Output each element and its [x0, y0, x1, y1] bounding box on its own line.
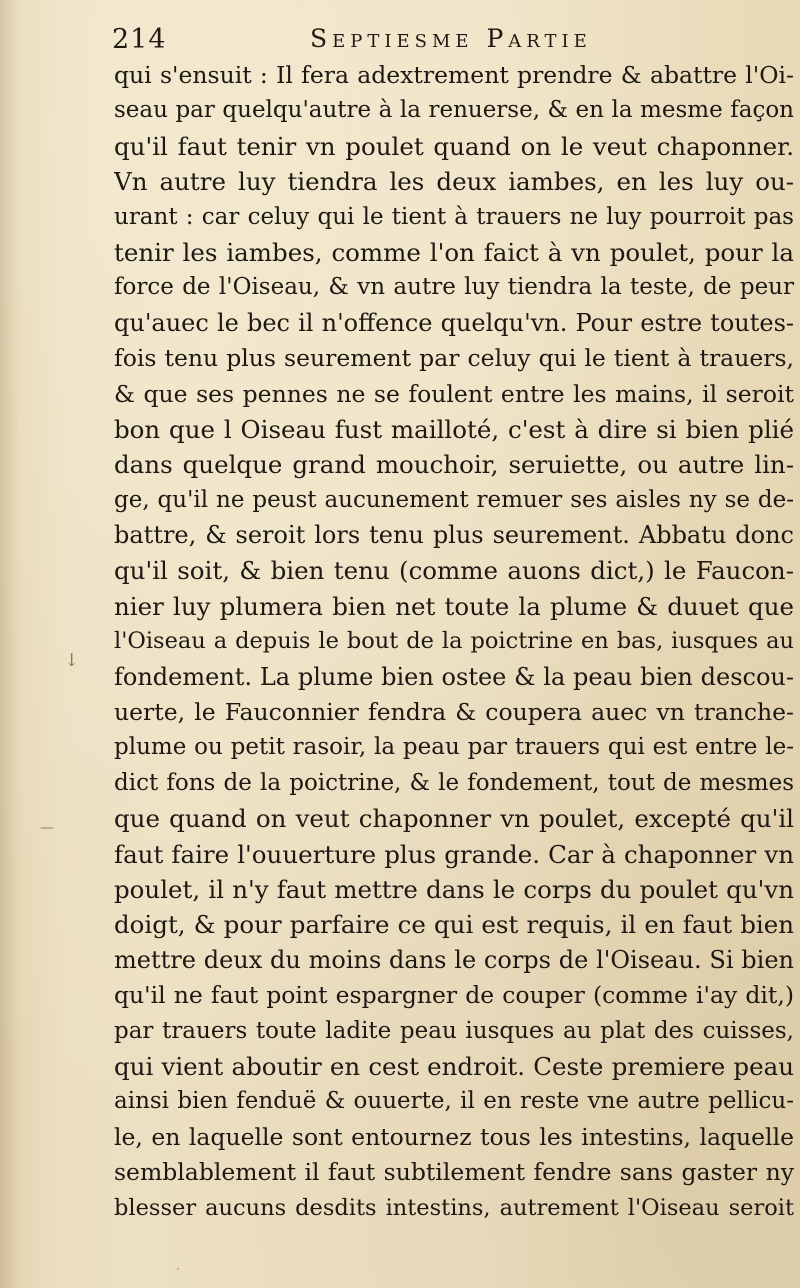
- text-line: plume ou petit rasoir, la peau par trauers qui est entre le-: [114, 734, 794, 761]
- text-line: qu'il soit, & bien tenu (comme auons dict,) le Faucon-: [114, 556, 794, 586]
- page-gutter-shadow: [0, 0, 20, 1288]
- text-line: fois tenu plus seurement par celuy qui le tient à trauers,: [114, 344, 794, 373]
- text-line: nier luy plumera bien net toute la plume & duuet que: [114, 591, 794, 621]
- page-number: 214: [112, 24, 167, 55]
- margin-check-mark: ↓: [64, 650, 80, 671]
- text-line: poulet, il n'y faut mettre dans le corps du poulet qu'vn: [114, 874, 794, 904]
- text-line: seau par quelqu'autre à la renuerse, & en la mesme façon: [114, 97, 794, 124]
- text-line: fondement. La plume bien ostee & la peau bien descou-: [114, 662, 794, 691]
- text-line: l'Oiseau a depuis le bout de la poictrine en bas, iusques au: [114, 628, 794, 655]
- text-line: que quand on veut chaponner vn poulet, excepté qu'il: [114, 804, 794, 834]
- text-line: qu'il faut tenir vn poulet quand on le veut chaponner.: [114, 131, 794, 161]
- text-line: doigt, & pour parfaire ce qui est requis, il en faut bien: [114, 910, 794, 940]
- text-line: battre, & seroit lors tenu plus seurement. Abbatu donc: [114, 521, 794, 550]
- text-line: faut faire l'ouuerture plus grande. Car à chaponner vn: [114, 839, 794, 869]
- text-line: ainsi bien fenduë & ouuerte, il en reste vne autre pellicu-: [114, 1088, 794, 1115]
- body-text: [114, 58, 794, 1226]
- running-head: Septiesme Partie: [310, 24, 592, 53]
- text-line: urant : car celuy qui le tient à trauers ne luy pourroit pas: [114, 203, 794, 230]
- text-line: & que ses pennes ne se foulent entre les mains, il seroit: [114, 379, 794, 408]
- bottom-ink-speck: ·: [176, 1262, 180, 1276]
- text-line: force de l'Oiseau, & vn autre luy tiendra la teste, de peur: [114, 274, 794, 301]
- text-line: semblablement il faut subtilement fendre sans gaster ny: [114, 1158, 794, 1187]
- text-line: dans quelque grand mouchoir, seruiette, ou autre lin-: [114, 450, 794, 480]
- text-line: bon que l Oiseau fust mailloté, c'est à dire si bien plié: [114, 414, 794, 444]
- text-line: qu'auec le bec il n'offence quelqu'vn. Pour estre toutes-: [114, 308, 794, 337]
- text-line: ge, qu'il ne peust aucunement remuer ses aisles ny se de-: [114, 486, 794, 513]
- margin-dash-mark: —: [40, 820, 54, 836]
- text-line: tenir les iambes, comme l'on faict à vn poulet, pour la: [114, 237, 794, 267]
- text-line: qui s'ensuit : Il fera adextrement prendre & abattre l'Oi-: [114, 61, 794, 89]
- text-line: Vn autre luy tiendra les deux iambes, en les luy ou-: [114, 167, 794, 197]
- text-line: dict fons de la poictrine, & le fondement, tout de mesmes: [114, 769, 794, 796]
- text-line: par trauers toute ladite peau iusques au plat des cuisses,: [114, 1017, 794, 1044]
- text-line: mettre deux du moins dans le corps de l'Oiseau. Si bien: [114, 945, 794, 974]
- text-line: le, en laquelle sont entournez tous les intestins, laquelle: [114, 1122, 794, 1151]
- text-line: qu'il ne faut point espargner de couper (comme i'ay dit,): [114, 981, 794, 1010]
- text-line: blesser aucuns desdits intestins, autrement l'Oiseau seroit: [114, 1194, 794, 1221]
- text-line: qui vient aboutir en cest endroit. Ceste premiere peau: [114, 1051, 794, 1081]
- text-line: uerte, le Fauconnier fendra & coupera auec vn tranche-: [114, 698, 794, 727]
- page-header: [112, 22, 672, 60]
